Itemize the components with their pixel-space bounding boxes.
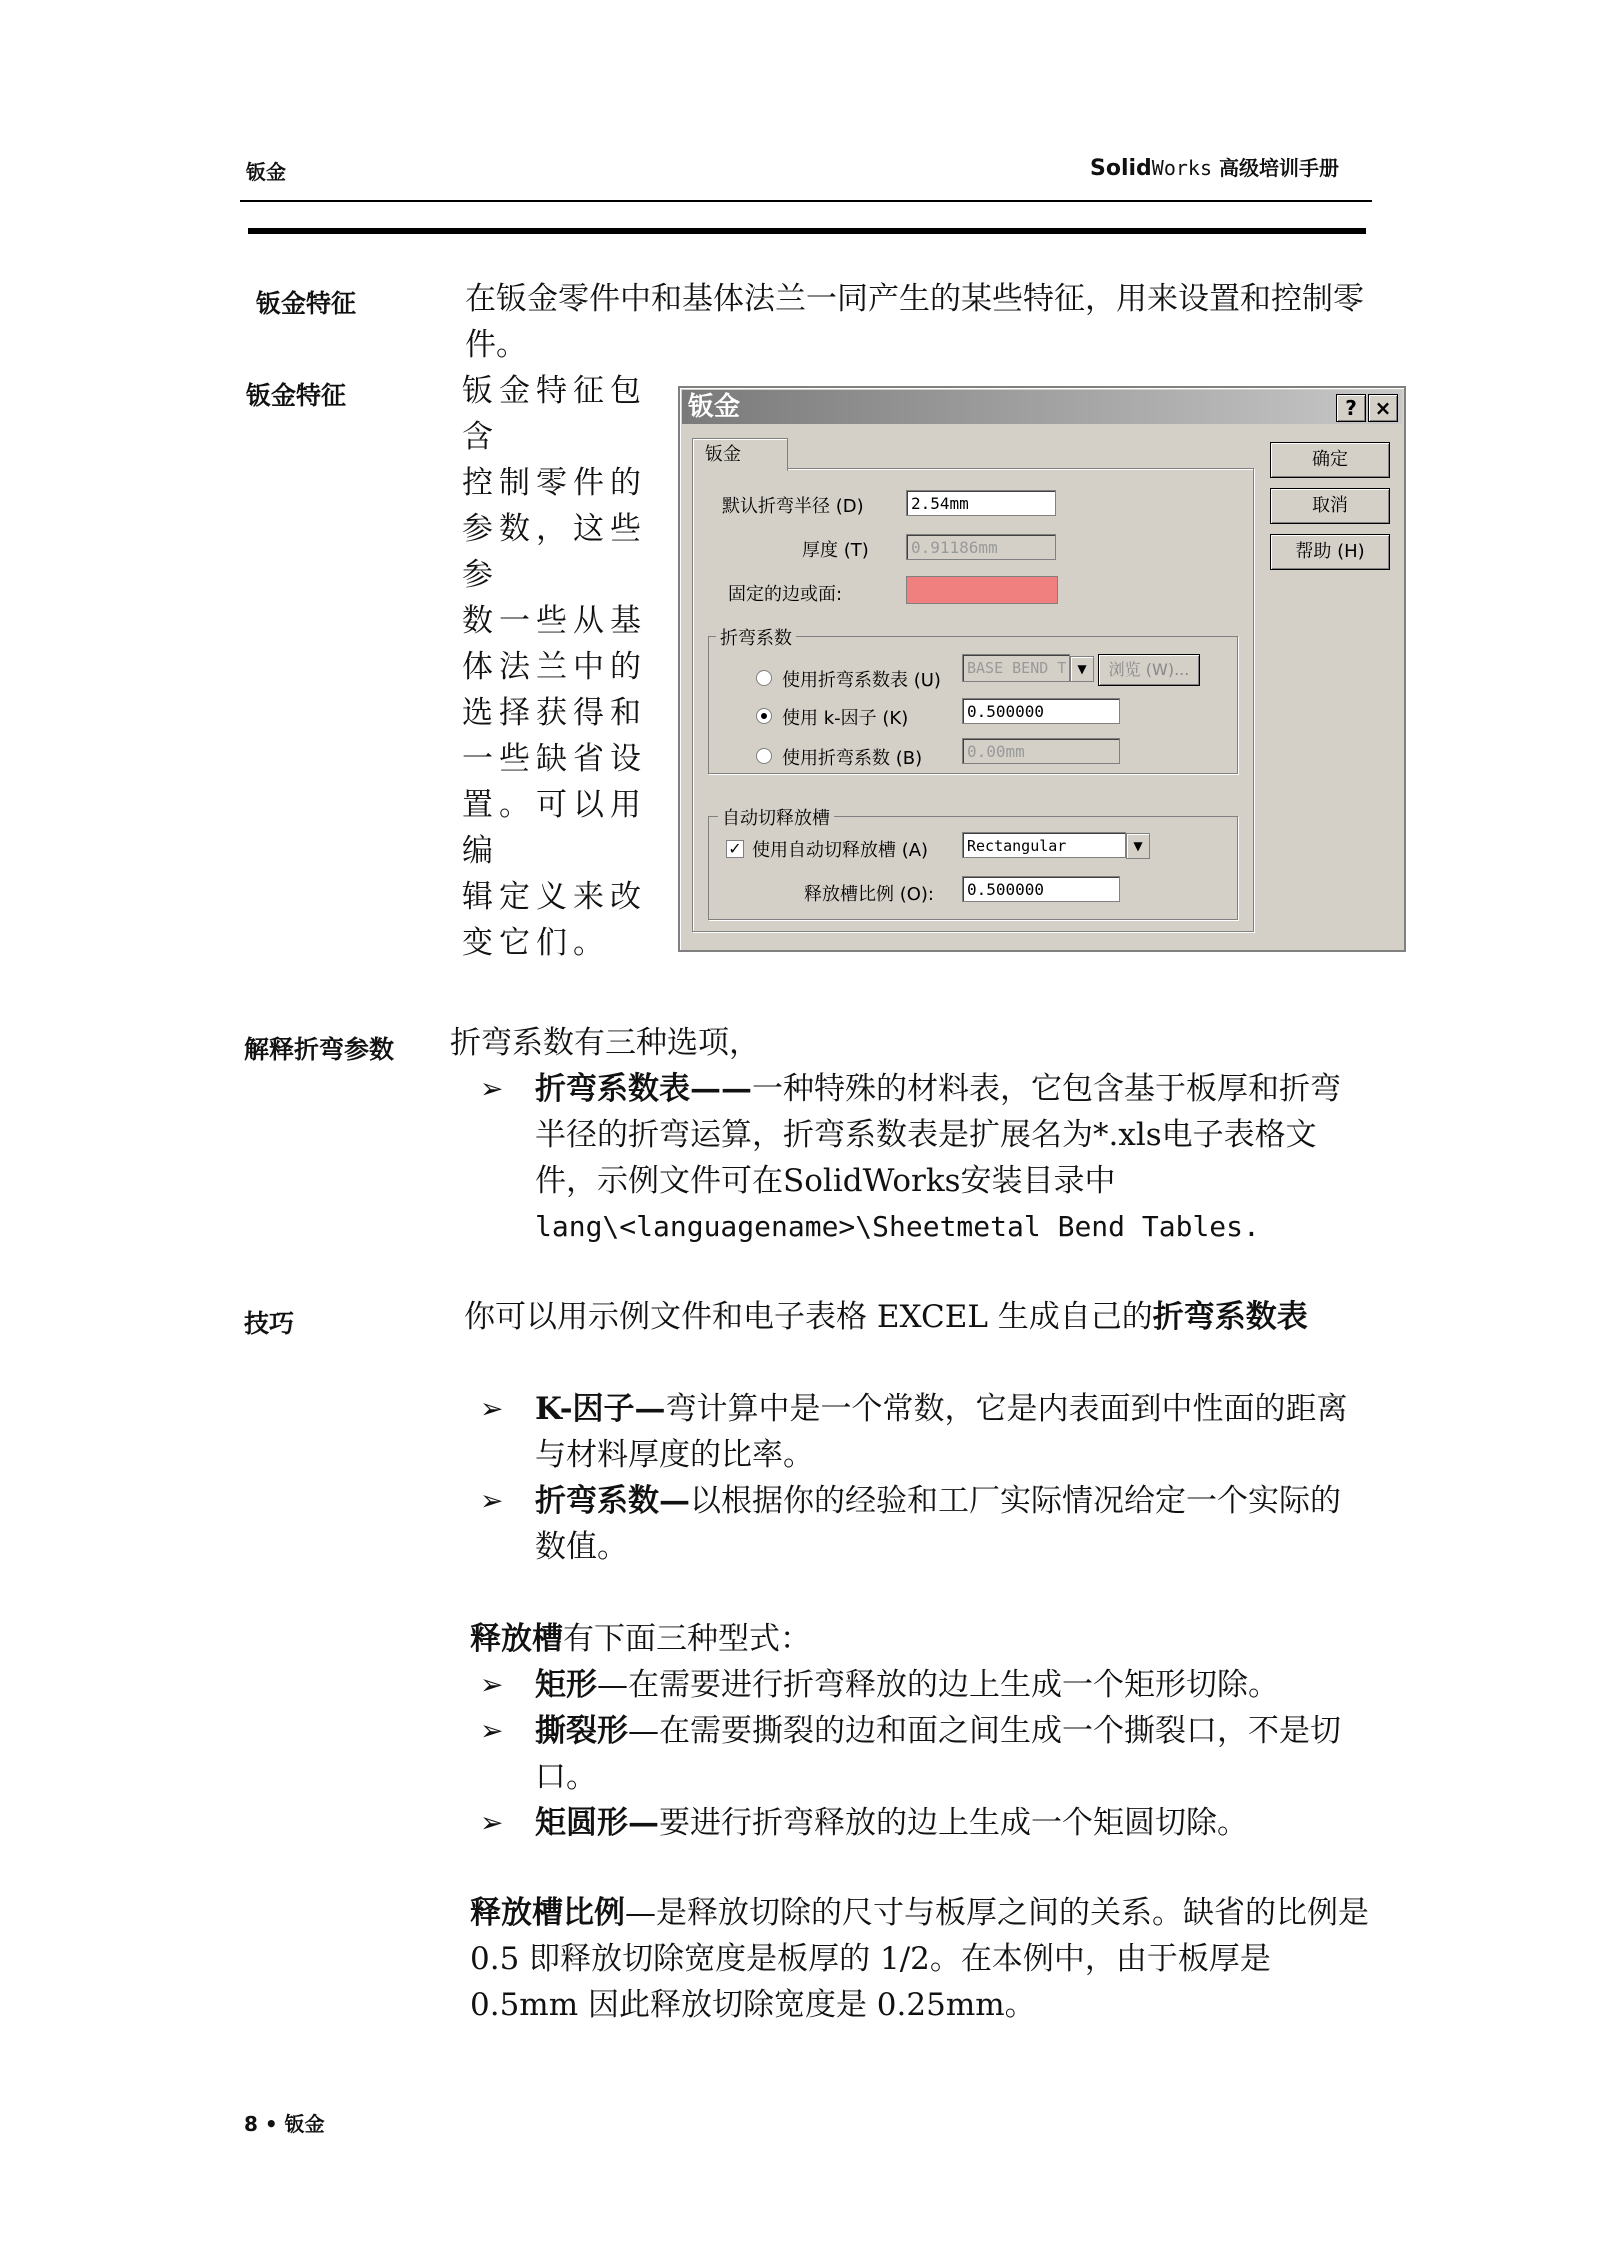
header-section-title: 钣金 — [246, 160, 286, 184]
relief-intro — [470, 1616, 1370, 1662]
radio-bend-table[interactable] — [756, 670, 772, 686]
tip-bold: 折弯系数表 — [1152, 1299, 1308, 1335]
bullet-text: 弯计算中是一个常数，它是内表面到中性面的距离与材料厚度的比率。 — [535, 1391, 1348, 1473]
auto-relief-group-title: 自动切释放槽 — [718, 804, 834, 830]
p2-line: 选择获得和 — [462, 695, 647, 731]
ok-button[interactable]: 确定 — [1270, 442, 1390, 478]
brand-bold: Solid — [1090, 156, 1152, 181]
k-factor-input[interactable]: 0.500000 — [962, 698, 1120, 724]
bullet-text: —在需要撕裂的边和面之间生成一个撕裂口，不是切口。 — [535, 1713, 1341, 1795]
bullet-arrow-icon: ➢ — [480, 1484, 504, 1517]
bullet-arrow-icon: ➢ — [480, 1714, 504, 1747]
p2-line: 辑定义来改 — [462, 879, 647, 915]
fixed-face-label: 固定的边或面: — [728, 584, 843, 605]
dialog-title: 钣金 — [688, 392, 741, 422]
help-button[interactable]: 帮助 (H) — [1270, 534, 1390, 570]
bend-table-path: lang\<languagename>\Sheetmetal Bend Tables. — [535, 1210, 1260, 1243]
side-label-1: 钣金特征 — [256, 289, 357, 318]
close-icon[interactable]: × — [1368, 394, 1398, 422]
p2-line: 参数，这些参 — [462, 511, 647, 593]
cancel-button[interactable]: 取消 — [1270, 488, 1390, 524]
bullet-bend-allowance — [480, 1478, 1370, 1570]
sheetmetal-dialog — [678, 386, 1406, 952]
bullet-obround — [480, 1800, 1370, 1846]
bullet-bold: 折弯系数— — [535, 1483, 690, 1519]
header-rule-thick — [248, 228, 1366, 234]
relief-ratio-label: 释放槽比例 (O): — [804, 884, 934, 905]
p2-line: 变它们。 — [462, 925, 610, 961]
p2-line: 数一些从基 — [462, 603, 647, 639]
fixed-face-selection[interactable] — [906, 576, 1058, 604]
bend-table-select: BASE BEND T — [962, 654, 1070, 682]
p2-line: 钣金特征包含 — [462, 373, 647, 455]
relief-type-select[interactable]: Rectangular — [962, 832, 1126, 858]
bullet-bold: 折弯系数表—— — [535, 1071, 752, 1107]
bullet-arrow-icon: ➢ — [480, 1668, 504, 1701]
radio-k-factor-label[interactable]: 使用 k-因子 (K) — [782, 708, 909, 729]
help-icon[interactable]: ? — [1336, 394, 1366, 422]
radio-bend-table-label[interactable]: 使用折弯系数表 (U) — [782, 670, 941, 691]
bend-allowance-input: 0.00mm — [962, 738, 1120, 764]
bullet-bold: K-因子— — [535, 1391, 666, 1427]
header-manual-title: 高级培训手册 — [1219, 156, 1340, 180]
bend-allowance-group-title: 折弯系数 — [716, 624, 796, 650]
auto-relief-checkbox-label[interactable]: 使用自动切释放槽 (A) — [752, 840, 929, 861]
bullet-arrow-icon: ➢ — [480, 1072, 504, 1105]
chevron-down-icon[interactable]: ▼ — [1126, 833, 1150, 859]
relief-ratio-paragraph — [470, 1890, 1370, 2028]
dialog-titlebar — [682, 390, 1402, 424]
tip-paragraph — [464, 1294, 1374, 1340]
bend-radius-input[interactable]: 2.54mm — [906, 490, 1056, 516]
bullet-rectangular — [480, 1662, 1370, 1708]
paragraph-2 — [462, 368, 670, 966]
bullet-text: 以根据你的经验和工厂实际情况给定一个实际的数值。 — [535, 1483, 1341, 1565]
header-rule-thin — [240, 200, 1372, 202]
radio-bend-allowance[interactable] — [756, 748, 772, 764]
chevron-down-icon: ▼ — [1070, 656, 1094, 682]
relief-text: 有下面三种型式： — [563, 1621, 811, 1657]
relief-ratio-input[interactable]: 0.500000 — [962, 876, 1120, 902]
side-label-2: 钣金特征 — [246, 381, 347, 410]
radio-k-factor[interactable] — [756, 708, 772, 724]
relief-bold: 释放槽 — [470, 1621, 563, 1657]
ratio-text: —是释放切除的尺寸与板厚之间的关系。缺省的比例是 0.5 即释放切除宽度是板厚的 1/2。在本例中，由于板厚是 0.5mm 因此释放切除宽度是 0.25mm。 — [470, 1895, 1369, 2023]
bullet-k-factor — [480, 1386, 1370, 1478]
bend-radius-label: 默认折弯半径 (D) — [722, 496, 864, 517]
p2-line: 体法兰中的 — [462, 649, 647, 685]
tip-text: 你可以用示例文件和电子表格 EXCEL 生成自己的 — [464, 1299, 1153, 1335]
p2-line: 一些缺省设 — [462, 741, 647, 777]
paragraph-1: 在钣金零件中和基体法兰一同产生的某些特征，用来设置和控制零件。 — [465, 281, 1364, 363]
bullet-arrow-icon: ➢ — [480, 1806, 504, 1839]
ratio-bold: 释放槽比例 — [470, 1895, 625, 1931]
bullet-text: 一种特殊的材料表，它包含基于板厚和折弯半径的折弯运算，折弯系数表是扩展名为*.xls电子表格文件，示例文件可在SolidWorks安装目录中 — [535, 1071, 1341, 1199]
p2-line: 置。可以用编 — [462, 787, 647, 869]
bullet-bold: 矩圆形— — [535, 1805, 659, 1841]
header-brand — [1090, 152, 1339, 181]
auto-relief-checkbox[interactable]: ✓ — [726, 840, 744, 858]
bullet-text: 要进行折弯释放的边上生成一个矩圆切除。 — [659, 1805, 1248, 1841]
tab-sheetmetal[interactable]: 钣金 — [692, 438, 788, 471]
brand-rest: Works — [1151, 156, 1213, 180]
side-label-3: 解释折弯参数 — [244, 1035, 395, 1064]
browse-button: 浏览 (W)... — [1098, 654, 1200, 686]
bullet-bend-table — [480, 1066, 1370, 1250]
bullet-text: —在需要进行折弯释放的边上生成一个矩形切除。 — [597, 1667, 1279, 1703]
paragraph-3: 折弯系数有三种选项， — [450, 1025, 760, 1061]
radio-bend-allowance-label[interactable]: 使用折弯系数 (B) — [782, 748, 923, 769]
thickness-label: 厚度 (T) — [802, 540, 869, 561]
bullet-bold: 矩形 — [535, 1667, 597, 1703]
thickness-input: 0.91186mm — [906, 534, 1056, 560]
bullet-arrow-icon: ➢ — [480, 1392, 504, 1425]
side-label-tip: 技巧 — [244, 1309, 295, 1338]
bullet-tear — [480, 1708, 1370, 1800]
p2-line: 控制零件的 — [462, 465, 647, 501]
bullet-bold: 撕裂形 — [535, 1713, 628, 1749]
footer-page-label: 8 • 钣金 — [244, 2112, 325, 2136]
